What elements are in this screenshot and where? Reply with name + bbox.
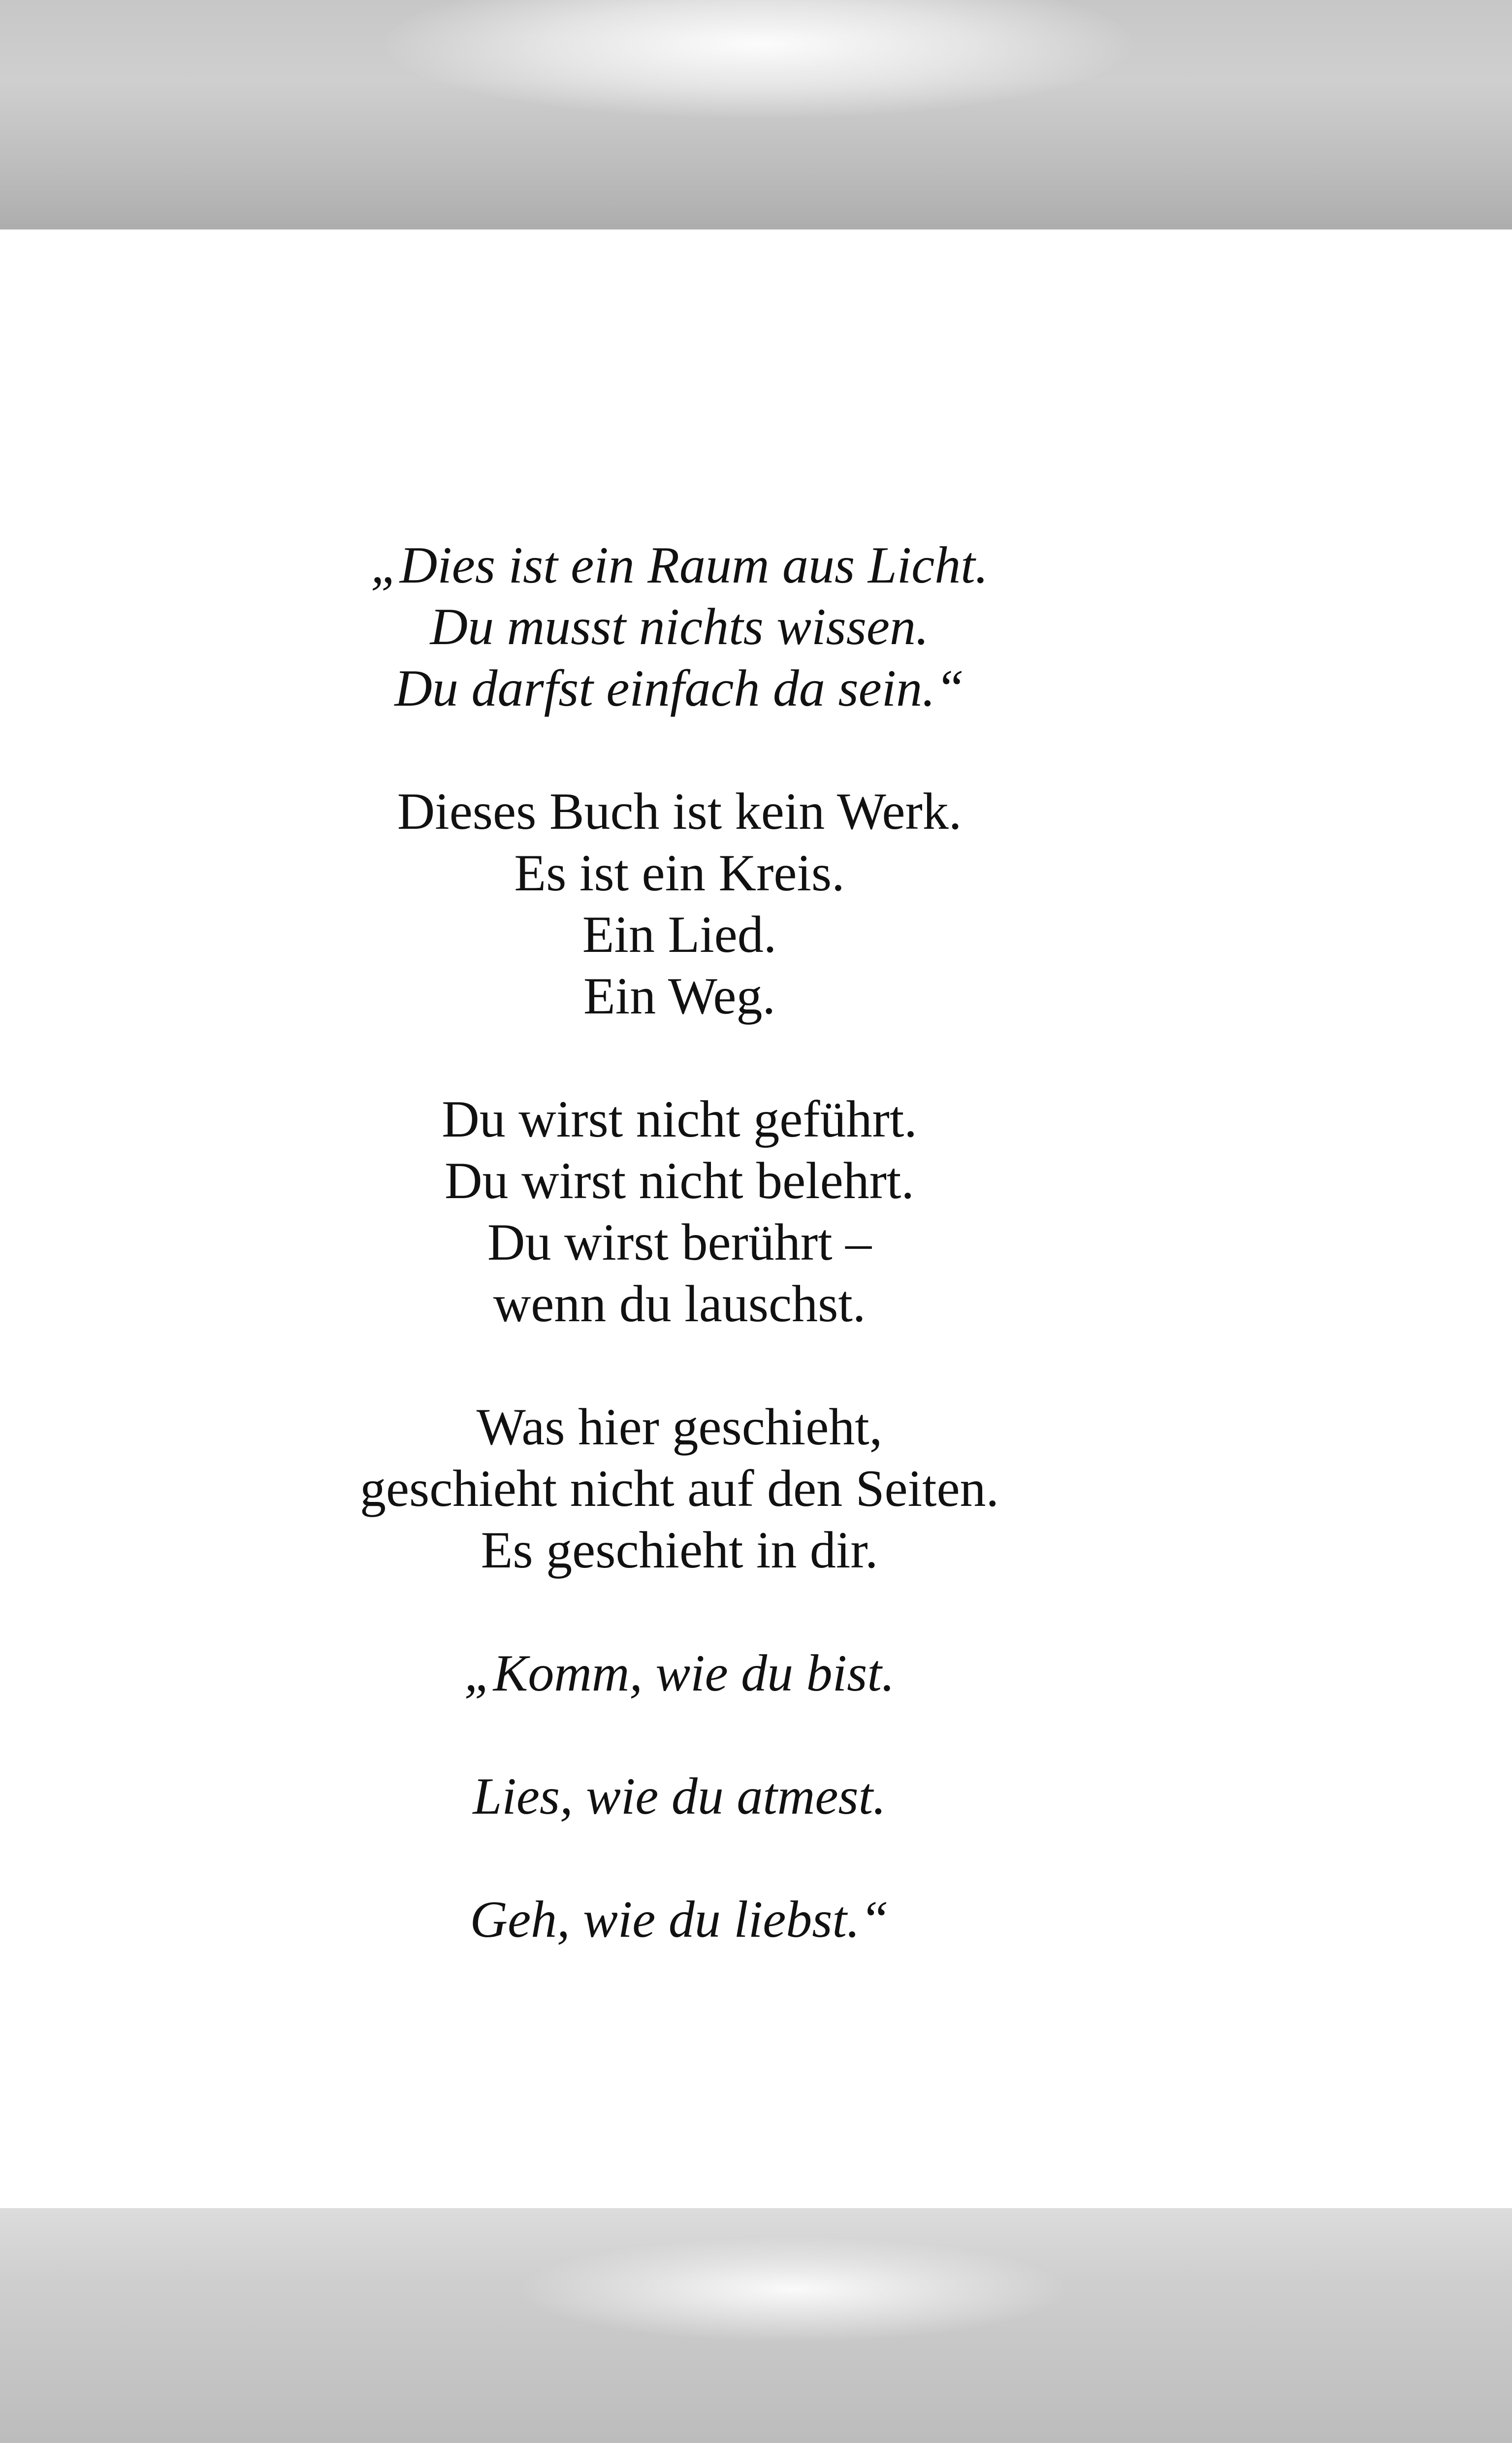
- bottom-light-band: [0, 2208, 1512, 2443]
- poem-line: Dieses Buch ist kein Werk.: [397, 782, 962, 840]
- poem-line: wenn du lauschst.: [493, 1275, 866, 1333]
- top-light-band: [0, 0, 1512, 229]
- poem-line: Ein Weg.: [583, 967, 775, 1025]
- bottom-light-glow: [522, 2238, 1063, 2341]
- poem-line: Du darfst einfach da sein.“: [394, 659, 965, 717]
- stanza-gap: [0, 1827, 1359, 1889]
- poem-line: Du wirst nicht geführt.: [442, 1090, 917, 1148]
- poem-line: Es geschieht in dir.: [481, 1521, 878, 1579]
- top-light-glow: [384, 0, 1132, 118]
- stanza-gap: [0, 1335, 1359, 1396]
- poem-line: Ein Lied.: [582, 906, 777, 963]
- poem-line: Lies, wie du atmest.: [473, 1767, 886, 1825]
- poem-line: Es ist ein Kreis.: [514, 844, 845, 902]
- poem-line: Geh, wie du liebst.“: [470, 1890, 889, 1948]
- stanza-gap: [0, 1027, 1359, 1088]
- poem-line: „Dies ist ein Raum aus Licht.: [370, 536, 989, 594]
- poem-line: Was hier geschieht,: [476, 1398, 883, 1456]
- poem-line: geschieht nicht auf den Seiten.: [359, 1460, 999, 1517]
- poem-line: „Komm, wie du bist.: [464, 1644, 895, 1702]
- poem-line: Du wirst berührt –: [487, 1213, 872, 1271]
- poem-text: [0, 534, 1359, 1950]
- poem-line: Du wirst nicht belehrt.: [445, 1152, 914, 1209]
- stanza-gap: [0, 1581, 1359, 1642]
- poem-line: Du musst nichts wissen.: [430, 598, 929, 655]
- stanza-gap: [0, 1704, 1359, 1765]
- stanza-gap: [0, 719, 1359, 781]
